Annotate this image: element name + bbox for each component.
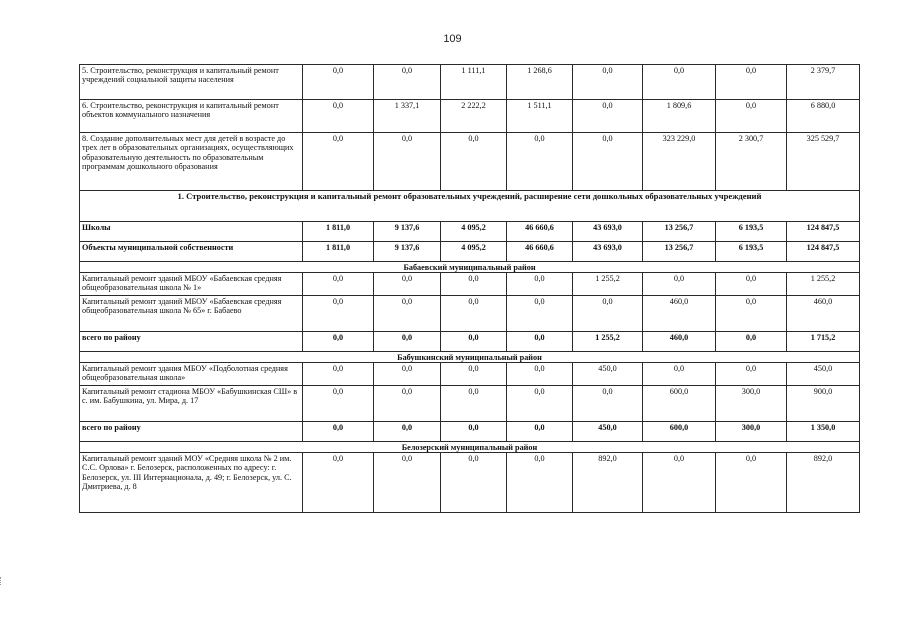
value-cell: 13 256,7 — [643, 242, 716, 262]
row-label: Школы — [80, 222, 303, 242]
value-cell: 0,0 — [573, 65, 643, 100]
value-cell: 1 255,2 — [573, 332, 643, 352]
budget-table — [79, 64, 860, 513]
value-cell: 0,0 — [643, 65, 716, 100]
value-cell: 0,0 — [441, 363, 507, 386]
value-cell: 2 222,2 — [441, 100, 507, 133]
district-total-row — [80, 422, 860, 442]
row-label: 8. Создание дополнительных мест для детей в возрасте до трех лет в образовательных организациях, осуществляющих образовательную деятельность по образовательным программам дошкольного образования — [80, 133, 303, 191]
value-cell: 450,0 — [573, 363, 643, 386]
row-label: Капитальный ремонт зданий МБОУ «Бабаевская средняя общеобразовательная школа № 65» г. Бабаево — [80, 296, 303, 332]
value-cell: 460,0 — [787, 296, 860, 332]
value-cell: 43 693,0 — [573, 242, 643, 262]
value-cell: 0,0 — [507, 386, 573, 422]
value-cell: 0,0 — [303, 363, 374, 386]
value-cell: 124 847,5 — [787, 242, 860, 262]
value-cell: 1 811,0 — [303, 222, 374, 242]
value-cell: 892,0 — [573, 453, 643, 513]
value-cell: 0,0 — [643, 363, 716, 386]
table-body — [80, 65, 860, 513]
row-label: Объекты муниципальной собственности — [80, 242, 303, 262]
table-row — [80, 363, 860, 386]
row-label: Капитальный ремонт стадиона МБОУ «Бабушкинская СШ» в с. им. Бабушкина, ул. Мира, д. 17 — [80, 386, 303, 422]
value-cell: 46 660,6 — [507, 242, 573, 262]
value-cell: 600,0 — [643, 386, 716, 422]
value-cell: 1 809,6 — [643, 100, 716, 133]
value-cell: 0,0 — [303, 332, 374, 352]
district-heading-title: Бабаевский муниципальный район — [80, 262, 860, 273]
value-cell: 0,0 — [374, 65, 441, 100]
value-cell: 0,0 — [716, 332, 787, 352]
district-heading — [80, 262, 860, 273]
summary-row — [80, 242, 860, 262]
value-cell: 6 193,5 — [716, 222, 787, 242]
value-cell: 4 095,2 — [441, 242, 507, 262]
value-cell: 0,0 — [507, 296, 573, 332]
table-row — [80, 386, 860, 422]
value-cell: 0,0 — [303, 100, 374, 133]
value-cell: 1 268,6 — [507, 65, 573, 100]
district-heading — [80, 352, 860, 363]
value-cell: 0,0 — [374, 332, 441, 352]
value-cell: 0,0 — [507, 273, 573, 296]
table-row — [80, 273, 860, 296]
row-label: Капитальный ремонт зданий МОУ «Средняя школа № 2 им. С.С. Орлова» г. Белозерск, расположенных по адресу: г. Белозерск, ул. III Интернационала, д. 49; г. Белозерск, ул. С. Дмитриева, д. 8 — [80, 453, 303, 513]
value-cell: 2 300,7 — [716, 133, 787, 191]
value-cell: 892,0 — [787, 453, 860, 513]
value-cell: 300,0 — [716, 386, 787, 422]
value-cell: 0,0 — [573, 133, 643, 191]
value-cell: 0,0 — [441, 332, 507, 352]
value-cell: 1 715,2 — [787, 332, 860, 352]
value-cell: 46 660,6 — [507, 222, 573, 242]
value-cell: 9 137,6 — [374, 222, 441, 242]
summary-row — [80, 222, 860, 242]
table-row — [80, 100, 860, 133]
value-cell: 0,0 — [507, 422, 573, 442]
value-cell: 0,0 — [716, 296, 787, 332]
value-cell: 13 256,7 — [643, 222, 716, 242]
value-cell: 124 847,5 — [787, 222, 860, 242]
value-cell: 0,0 — [303, 273, 374, 296]
value-cell: 0,0 — [303, 386, 374, 422]
district-heading — [80, 442, 860, 453]
value-cell: 6 880,0 — [787, 100, 860, 133]
value-cell: 300,0 — [716, 422, 787, 442]
value-cell: 323 229,0 — [643, 133, 716, 191]
value-cell: 0,0 — [441, 296, 507, 332]
section-heading — [80, 191, 860, 222]
page-number: 109 — [443, 33, 462, 45]
value-cell: 0,0 — [716, 100, 787, 133]
row-label: Капитальный ремонт здания МБОУ «Подболотная средняя общеобразовательная школа» — [80, 363, 303, 386]
row-label: 6. Строительство, реконструкция и капитальный ремонт объектов коммунального назначения — [80, 100, 303, 133]
district-heading-title: Белозерский муниципальный район — [80, 442, 860, 453]
value-cell: 1 255,2 — [787, 273, 860, 296]
value-cell: 900,0 — [787, 386, 860, 422]
section-heading-title: 1. Строительство, реконструкция и капитальный ремонт образовательных учреждений, расширение сети дошкольных образовательных учреждений — [80, 191, 860, 222]
value-cell: 0,0 — [441, 133, 507, 191]
value-cell: 0,0 — [303, 422, 374, 442]
value-cell: 1 337,1 — [374, 100, 441, 133]
table-row — [80, 65, 860, 100]
value-cell: 0,0 — [716, 363, 787, 386]
value-cell: 0,0 — [374, 296, 441, 332]
value-cell: 0,0 — [303, 296, 374, 332]
value-cell: 0,0 — [507, 133, 573, 191]
value-cell: 0,0 — [716, 65, 787, 100]
value-cell: 1 111,1 — [441, 65, 507, 100]
value-cell: 9 137,6 — [374, 242, 441, 262]
value-cell: 0,0 — [441, 453, 507, 513]
value-cell: 0,0 — [374, 453, 441, 513]
row-label: Капитальный ремонт зданий МБОУ «Бабаевская средняя общеобразовательная школа № 1» — [80, 273, 303, 296]
value-cell: 0,0 — [643, 273, 716, 296]
district-heading-title: Бабушкинский муниципальный район — [80, 352, 860, 363]
value-cell: 600,0 — [643, 422, 716, 442]
value-cell: 0,0 — [374, 422, 441, 442]
district-total-row — [80, 332, 860, 352]
value-cell: 0,0 — [303, 133, 374, 191]
margin-mark — [0, 577, 5, 585]
value-cell: 0,0 — [573, 386, 643, 422]
value-cell: 4 095,2 — [441, 222, 507, 242]
table-row — [80, 453, 860, 513]
value-cell: 460,0 — [643, 296, 716, 332]
value-cell: 1 811,0 — [303, 242, 374, 262]
value-cell: 0,0 — [374, 363, 441, 386]
value-cell: 6 193,5 — [716, 242, 787, 262]
value-cell: 0,0 — [507, 363, 573, 386]
value-cell: 1 255,2 — [573, 273, 643, 296]
value-cell: 0,0 — [507, 332, 573, 352]
value-cell: 0,0 — [374, 133, 441, 191]
value-cell: 0,0 — [643, 453, 716, 513]
value-cell: 1 350,0 — [787, 422, 860, 442]
value-cell: 325 529,7 — [787, 133, 860, 191]
value-cell: 450,0 — [573, 422, 643, 442]
table-row — [80, 296, 860, 332]
value-cell: 0,0 — [441, 386, 507, 422]
value-cell: 0,0 — [441, 273, 507, 296]
value-cell: 0,0 — [716, 453, 787, 513]
row-label: 5. Строительство, реконструкция и капитальный ремонт учреждений социальной защиты населения — [80, 65, 303, 100]
value-cell: 2 379,7 — [787, 65, 860, 100]
value-cell: 0,0 — [303, 65, 374, 100]
row-label: всего по району — [80, 332, 303, 352]
value-cell: 0,0 — [441, 422, 507, 442]
value-cell: 0,0 — [374, 273, 441, 296]
row-label: всего по району — [80, 422, 303, 442]
value-cell: 0,0 — [374, 386, 441, 422]
value-cell: 450,0 — [787, 363, 860, 386]
value-cell: 0,0 — [303, 453, 374, 513]
value-cell: 0,0 — [716, 273, 787, 296]
value-cell: 0,0 — [507, 453, 573, 513]
value-cell: 1 511,1 — [507, 100, 573, 133]
value-cell: 0,0 — [573, 296, 643, 332]
value-cell: 0,0 — [573, 100, 643, 133]
table-row — [80, 133, 860, 191]
value-cell: 43 693,0 — [573, 222, 643, 242]
value-cell: 460,0 — [643, 332, 716, 352]
